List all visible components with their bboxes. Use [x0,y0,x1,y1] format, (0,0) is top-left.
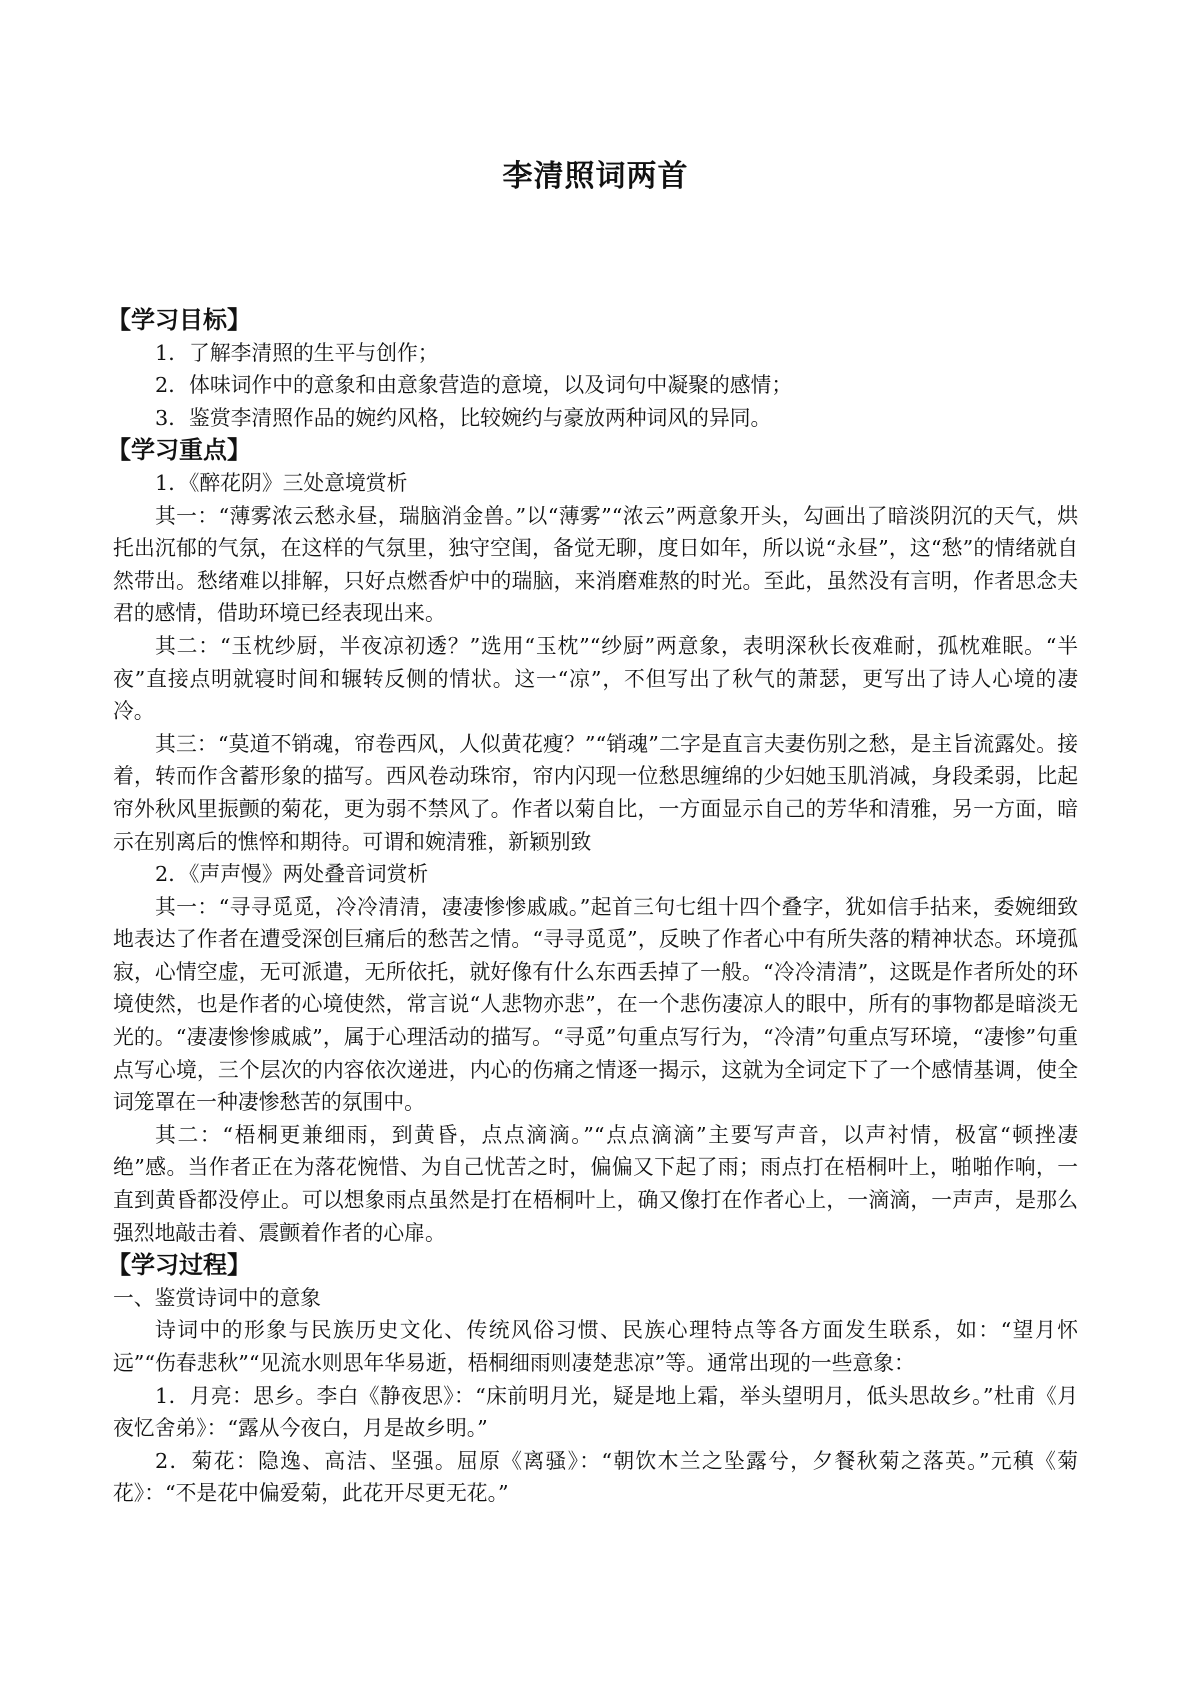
paragraph: 2．菊花：隐逸、高洁、坚强。屈原《离骚》：“朝饮木兰之坠露兮，夕餐秋菊之落英。”元稹《菊花》：“不是花中偏爱菊，此花开尽更无花。” [113,1448,1078,1506]
paragraph: 其一：“薄雾浓云愁永昼，瑞脑消金兽。”以“薄雾”“浓云”两意象开头，勾画出了暗淡阴沉的天气，烘托出沉郁的气氛，在这样的气氛里，独守空闺，备觉无聊，度日如年，所以说“永昼”，这“愁”的情绪就自然带出。愁绪难以排解，只好点燃香炉中的瑞脑，来消磨难熬的时光。至此，虽然没有言明，作者思念夫君的感情，借助环境已经表现出来。 [113,503,1078,626]
document-body [107,304,1078,1510]
paragraph: 诗词中的形象与民族历史文化、传统风俗习惯、民族心理特点等各方面发生联系，如：“望月怀远”“伤春悲秋”“见流水则思年华易逝，梧桐细雨则凄楚悲凉”等。通常出现的一些意象： [113,1318,1078,1375]
objective-item: 1．了解李清照的生平与创作； [155,340,439,365]
section-heading-objectives: 【学习目标】 [107,306,251,334]
subheading-shengshengman: 2．《声声慢》两处叠音词赏析 [155,862,429,887]
section-heading-process: 【学习过程】 [107,1251,251,1280]
part-heading: 一、鉴赏诗词中的意象 [113,1285,321,1310]
paragraph: 其二：“梧桐更兼细雨，到黄昏，点点滴滴。”“点点滴滴”主要写声音，以声衬情，极富“顿挫凄绝”感。当作者正在为落花惋惜、为自己忧苦之时，偏偏又下起了雨；雨点打在梧桐叶上，啪啪作响，一直到黄昏都没停止。可以想象雨点虽然是打在梧桐叶上，确又像打在作者心上，一滴滴，一声声，是那么强烈地敲击着、震颤着作者的心扉。 [113,1122,1078,1245]
objective-item: 3．鉴赏李清照作品的婉约风格，比较婉约与豪放两种词风的异同。 [155,405,772,430]
objective-item: 2．体味词作中的意象和由意象营造的意境，以及词句中凝聚的感情； [155,373,793,398]
section-heading-focus: 【学习重点】 [107,436,251,465]
paragraph: 其三：“莫道不销魂，帘卷西风，人似黄花瘦？”“销魂”二字是直言夫妻伤别之愁，是主旨流露处。接着，转而作含蓄形象的描写。西风卷动珠帘，帘内闪现一位愁思缠绵的少妇她玉肌消减，身段柔弱，比起帘外秋风里振颤的菊花，更为弱不禁风了。作者以菊自比，一方面显示自己的芳华和清雅，另一方面，暗示在别离后的憔悴和期待。可谓和婉清雅，新颖别致 [113,731,1078,854]
paragraph: 1．月亮：思乡。李白《静夜思》：“床前明月光，疑是地上霜，举头望明月，低头思故乡。”杜甫《月夜忆舍弟》：“露从今夜白，月是故乡明。” [113,1383,1078,1441]
subheading-zuihuayin: 1．《醉花阴》三处意境赏析 [155,470,408,495]
page-title: 李清照词两首 [502,159,689,194]
paragraph: 其一：“寻寻觅觅，冷冷清清，凄凄惨惨戚戚。”起首三句七组十四个叠字，犹如信手拈来，委婉细致地表达了作者在遭受深创巨痛后的愁苦之情。“寻寻觅觅”，反映了作者心中有所失落的精神状态。环境孤寂，心情空虚，无可派遣，无所依托，就好像有什么东西丢掉了一般。“冷冷清清”，这既是作者所处的环境使然，也是作者的心境使然，常言说“人悲物亦悲”，在一个悲伤凄凉人的眼中，所有的事物都是暗淡无光的。“凄凄惨惨戚戚”，属于心理活动的描写。“寻觅”句重点写行为，“冷清”句重点写环境，“凄惨”句重点写心境，三个层次的内容依次递进，内心的伤痛之情逐一揭示，这就为全词定下了一个感情基调，使全词笼罩在一种凄惨愁苦的氛围中。 [113,894,1078,1115]
paragraph: 其二：“玉枕纱厨，半夜凉初透？”选用“玉枕”“纱厨”两意象，表明深秋长夜难耐，孤枕难眠。“半夜”直接点明就寝时间和辗转反侧的情状。这一“凉”，不但写出了秋气的萧瑟，更写出了诗人心境的凄冷。 [113,633,1078,724]
